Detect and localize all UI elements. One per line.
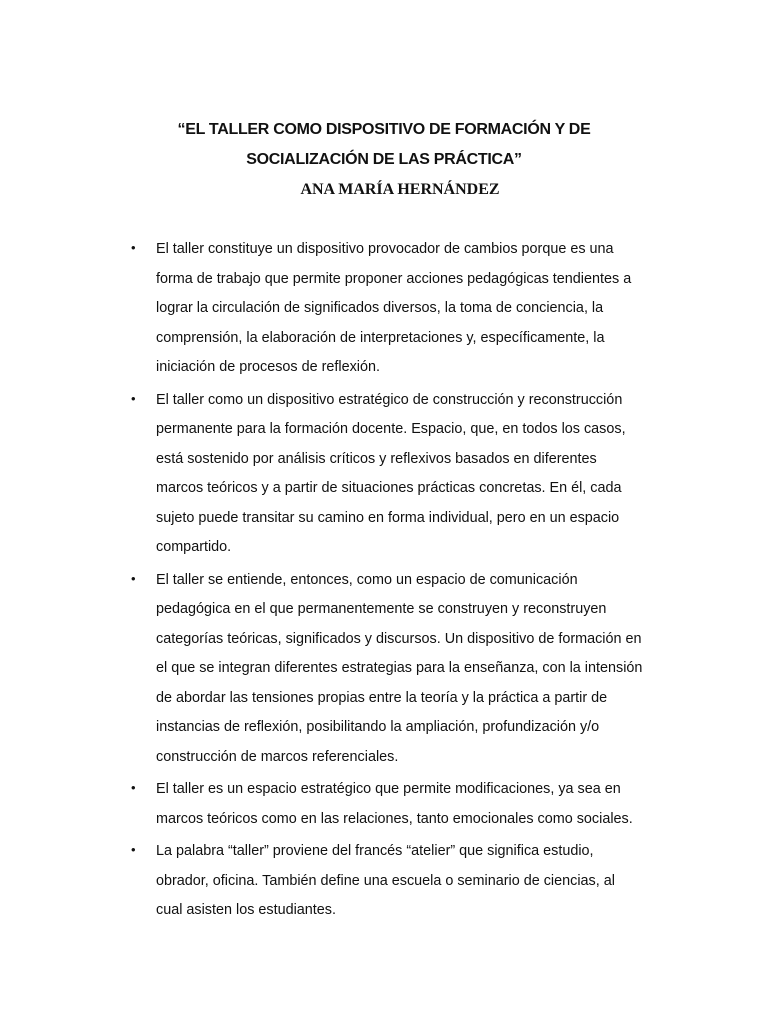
paragraph-line: está sostenido por análisis críticos y reflexivos basados en diferentes xyxy=(156,450,597,467)
paragraph-line: el que se integran diferentes estrategias para la enseñanza, con la intensión xyxy=(156,660,643,676)
bullet-item xyxy=(0,837,768,926)
paragraph-line: categorías teóricas, significados y discursos. Un dispositivo de formación en xyxy=(156,630,642,647)
bullet-item xyxy=(0,566,768,773)
paragraph-line: lograr la circulación de significados diversos, la toma de conciencia, la xyxy=(156,300,604,316)
author-name: ANA MARÍA HERNÁNDEZ xyxy=(300,181,500,198)
paragraph-line: marcos teóricos y a partir de situaciones prácticas concretas. En él, cada xyxy=(156,480,622,496)
paragraph-line: permanente para la formación docente. Espacio, que, en todos los casos, xyxy=(156,421,626,437)
paragraph-line: obrador, oficina. También define una escuela o seminario de ciencias, al xyxy=(156,872,615,889)
bullet-icon: • xyxy=(131,240,136,255)
bullet-icon: • xyxy=(131,842,136,857)
paragraph-line: marcos teóricos como en las relaciones, tanto emocionales como sociales. xyxy=(156,810,633,827)
paragraph-line: sujeto puede transitar su camino en forma individual, pero en un espacio xyxy=(156,509,620,526)
paragraph-line: forma de trabajo que permite proponer acciones pedagógicas tendientes a xyxy=(156,270,632,287)
bullet-icon: • xyxy=(131,390,136,406)
paragraph-line: El taller es un espacio estratégico que permite modificaciones, ya sea en xyxy=(156,781,621,797)
bullet-icon: • xyxy=(131,570,136,586)
bullet-list xyxy=(0,235,768,929)
bullet-item xyxy=(0,386,768,563)
paragraph-line: cual asisten los estudiantes. xyxy=(156,902,336,918)
paragraph-line: construcción de marcos referenciales. xyxy=(156,748,399,765)
paragraph-line: pedagógica en el que permanentemente se construyen y reconstruyen xyxy=(156,601,607,617)
paragraph-line: El taller constituye un dispositivo provocador de cambios porque es una xyxy=(156,241,614,257)
paragraph-line: iniciación de procesos de reflexión. xyxy=(156,359,380,375)
paragraph-line: instancias de reflexión, posibilitando la ampliación, profundización y/o xyxy=(156,719,600,735)
paragraph-line: de abordar las tensiones propias entre la teoría y la práctica a partir de xyxy=(156,689,608,706)
title-line-1: “EL TALLER COMO DISPOSITIVO DE FORMACIÓN Y DE xyxy=(177,121,591,138)
paragraph-line: El taller se entiende, entonces, como un espacio de comunicación xyxy=(156,571,578,588)
bullet-item xyxy=(0,775,768,834)
bullet-icon: • xyxy=(131,780,136,795)
title-line-2: SOCIALIZACIÓN DE LAS PRÁCTICA” xyxy=(246,151,522,168)
paragraph-line: El taller como un dispositivo estratégico de construcción y reconstrucción xyxy=(156,391,623,408)
paragraph-line: compartido. xyxy=(156,539,232,555)
bullet-item xyxy=(0,235,768,383)
paragraph-line: comprensión, la elaboración de interpretaciones y, específicamente, la xyxy=(156,329,605,346)
paragraph-line: La palabra “taller” proviene del francés “atelier” que significa estudio, xyxy=(156,843,594,859)
